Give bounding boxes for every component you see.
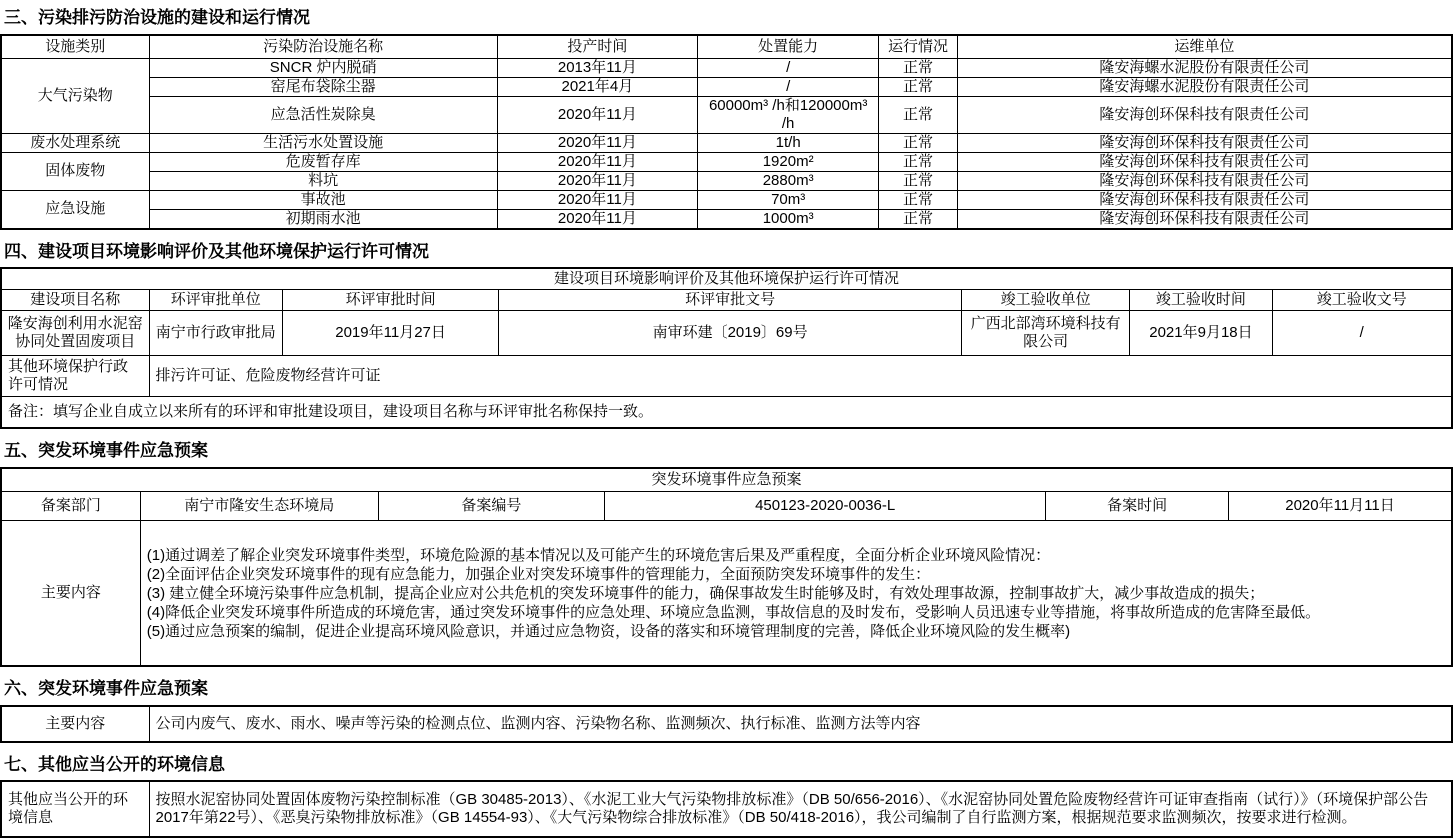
section3-heading: 三、污染排污防治设施的建设和运行情况	[4, 8, 310, 27]
facility-operator: 隆安海创环保科技有限责任公司	[957, 209, 1452, 229]
header-operator: 运维单位	[957, 35, 1452, 59]
header-acceptance-unit: 竣工验收单位	[962, 290, 1130, 311]
facility-name: 生活污水处置设施	[149, 133, 497, 152]
table-row	[1, 77, 1452, 96]
facility-status: 正常	[879, 209, 957, 229]
eia-table-title-row	[1, 268, 1452, 290]
monitoring-content-row	[1, 706, 1452, 742]
facility-capacity: /	[697, 58, 878, 77]
acceptance-doc: /	[1272, 311, 1452, 356]
table-row	[1, 133, 1452, 152]
eia-header-row	[1, 290, 1452, 311]
emergency-plan-table	[0, 467, 1453, 667]
filing-number-label: 备案编号	[378, 492, 604, 521]
facility-capacity: 1000m³	[697, 209, 878, 229]
eia-approval-unit: 南宁市行政审批局	[149, 311, 282, 356]
facility-operator: 隆安海螺水泥股份有限责任公司	[957, 58, 1452, 77]
facility-name: 应急活性炭除臭	[149, 96, 497, 133]
facility-status: 正常	[879, 96, 957, 133]
facility-name: 初期雨水池	[149, 209, 497, 229]
other-disclosure-table	[0, 780, 1453, 838]
content-line-3: (3) 建立健全环境污染事件应急机制，提高企业应对公共危机的突发环境事件的能力，确保事故发生时能够及时，有效处理事故源，控制事故扩大，减少事故造成的损失；	[146, 584, 1265, 602]
facility-operator: 隆安海创环保科技有限责任公司	[957, 96, 1452, 133]
facility-name: 窑尾布袋除尘器	[149, 77, 497, 96]
table-row	[1, 58, 1452, 77]
environmental-disclosure-document	[0, 9, 1453, 838]
content-line-5: (5)通过应急预案的编制，促进企业提高环境风险意识，并通过应急物资，设备的落实和环境管理制度的完善，降低企业环境风险的发生概率)	[146, 622, 1071, 640]
header-commission-date: 投产时间	[497, 35, 697, 59]
category-solid-waste: 固体废物	[1, 152, 149, 190]
monitoring-content-table	[0, 705, 1453, 743]
emergency-table-title: 突发环境事件应急预案	[1, 468, 1452, 492]
header-status: 运行情况	[879, 35, 957, 59]
facility-status: 正常	[879, 133, 957, 152]
other-permits-value: 排污许可证、危险废物经营许可证	[149, 356, 1452, 397]
pollution-facilities-table	[0, 34, 1453, 230]
facility-capacity: 60000m³ /h和120000m³ /h	[697, 96, 878, 133]
header-facility-name: 污染防治设施名称	[149, 35, 497, 59]
acceptance-date: 2021年9月18日	[1130, 311, 1272, 356]
section4-heading: 四、建设项目环境影响评价及其他环境保护运行许可情况	[4, 241, 429, 261]
other-disclosure-row	[1, 781, 1452, 837]
facility-name: SNCR 炉内脱硝	[149, 58, 497, 77]
facility-operator: 隆安海创环保科技有限责任公司	[957, 190, 1452, 209]
facility-status: 正常	[879, 190, 957, 209]
monitoring-content-label: 主要内容	[1, 706, 149, 742]
facility-operator: 隆安海创环保科技有限责任公司	[957, 133, 1452, 152]
section5-heading: 五、突发环境事件应急预案	[4, 441, 208, 461]
table-row	[1, 209, 1452, 229]
header-acceptance-date: 竣工验收时间	[1130, 290, 1272, 311]
facility-name: 危废暂存库	[149, 152, 497, 171]
filing-dept-label: 备案部门	[1, 492, 140, 521]
table-row	[1, 190, 1452, 209]
other-disclosure-value: 按照水泥窑协同处置固体废物污染控制标准（GB 30485-2013）、《水泥工业大气污染物排放标准》（DB 50/656-2016）、《水泥窑协同处置危险废物经营许可证审查指南（试行）》（环境保护部公告2017年第22号）、《恶臭污染物排放标准》（GB 14554-93）、《大气污染物综合排放标准》（DB 50/418-2016），我公司编制了自行监测方案，根据规范要求监测频次，按要求进行检测。	[149, 781, 1452, 837]
section6-heading: 六、突发环境事件应急预案	[4, 679, 208, 699]
eia-table-title: 建设项目环境影响评价及其他环境保护运行许可情况	[1, 268, 1452, 290]
header-eia-approval-doc: 环评审批文号	[499, 290, 962, 311]
facility-status: 正常	[879, 77, 957, 96]
facility-date: 2020年11月	[497, 152, 697, 171]
header-capacity: 处置能力	[697, 35, 878, 59]
header-eia-approval-unit: 环评审批单位	[149, 290, 282, 311]
category-air-pollutants: 大气污染物	[1, 58, 149, 133]
facility-name: 料坑	[149, 171, 497, 190]
facility-date: 2013年11月	[497, 58, 697, 77]
facility-date: 2020年11月	[497, 171, 697, 190]
facility-status: 正常	[879, 171, 957, 190]
content-line-4: (4)降低企业突发环境事件所造成的环境危害，通过突发环境事件的应急处理、环境应急监测，事故信息的及时发布，受影响人员迅速专业等措施，将事故所造成的危害降至最低。	[146, 603, 1321, 621]
eia-project-row	[1, 311, 1452, 356]
facility-status: 正常	[879, 58, 957, 77]
facility-capacity: 2880m³	[697, 171, 878, 190]
eia-permits-table	[0, 267, 1453, 429]
main-content-value	[140, 521, 1452, 667]
facility-capacity: /	[697, 77, 878, 96]
note-row	[1, 397, 1452, 429]
filing-date-value: 2020年11月11日	[1229, 492, 1453, 521]
filing-number-value: 450123-2020-0036-L	[605, 492, 1046, 521]
facility-capacity: 1920m²	[697, 152, 878, 171]
table-row	[1, 171, 1452, 190]
facility-operator: 隆安海创环保科技有限责任公司	[957, 152, 1452, 171]
section7-heading: 七、其他应当公开的环境信息	[4, 754, 225, 774]
other-permits-row	[1, 356, 1452, 397]
facility-operator: 隆安海螺水泥股份有限责任公司	[957, 77, 1452, 96]
facility-capacity: 70m³	[697, 190, 878, 209]
facility-operator: 隆安海创环保科技有限责任公司	[957, 171, 1452, 190]
content-line-2: (2)全面评估企业突发环境事件的现有应急能力，加强企业对突发环境事件的管理能力，全面预防突发环境事件的发生：	[146, 565, 931, 583]
other-permits-label: 其他环境保护行政许可情况	[1, 356, 149, 397]
filing-info-row	[1, 492, 1452, 521]
facility-date: 2020年11月	[497, 209, 697, 229]
facility-date: 2020年11月	[497, 96, 697, 133]
filing-date-label: 备案时间	[1046, 492, 1229, 521]
other-disclosure-label: 其他应当公开的环境信息	[1, 781, 149, 837]
header-facility-category: 设施类别	[1, 35, 149, 59]
header-project-name: 建设项目名称	[1, 290, 149, 311]
note-text: 备注：填写企业自成立以来所有的环评和审批建设项目，建设项目名称与环评审批名称保持一致。	[1, 397, 1452, 429]
eia-approval-date: 2019年11月27日	[282, 311, 498, 356]
header-acceptance-doc: 竣工验收文号	[1272, 290, 1452, 311]
acceptance-unit: 广西北部湾环境科技有限公司	[962, 311, 1130, 356]
category-emergency-facilities: 应急设施	[1, 190, 149, 229]
facility-date: 2020年11月	[497, 133, 697, 152]
table-row	[1, 152, 1452, 171]
content-line-1: (1)通过调差了解企业突发环境事件类型，环境危险源的基本情况以及可能产生的环境危害后果及严重程度，全面分析企业环境风险情况：	[146, 546, 1051, 564]
category-wastewater: 废水处理系统	[1, 133, 149, 152]
header-eia-approval-date: 环评审批时间	[282, 290, 498, 311]
project-name: 隆安海创利用水泥窑协同处置固废项目	[1, 311, 149, 356]
eia-approval-doc: 南审环建〔2019〕69号	[499, 311, 962, 356]
table-row	[1, 96, 1452, 133]
monitoring-content-value: 公司内废气、废水、雨水、噪声等污染的检测点位、监测内容、污染物名称、监测频次、执行标准、监测方法等内容	[149, 706, 1452, 742]
facilities-header-row	[1, 35, 1452, 59]
facility-name: 事故池	[149, 190, 497, 209]
facility-date: 2020年11月	[497, 190, 697, 209]
main-content-label: 主要内容	[1, 521, 140, 667]
facility-capacity: 1t/h	[697, 133, 878, 152]
main-content-row	[1, 521, 1452, 667]
facility-date: 2021年4月	[497, 77, 697, 96]
filing-dept-value: 南宁市隆安生态环境局	[140, 492, 378, 521]
facility-status: 正常	[879, 152, 957, 171]
emergency-table-title-row	[1, 468, 1452, 492]
